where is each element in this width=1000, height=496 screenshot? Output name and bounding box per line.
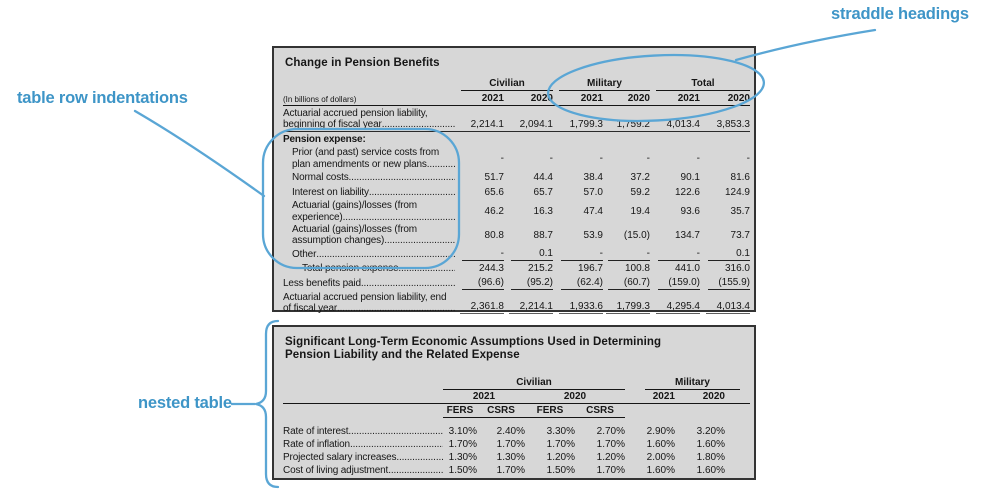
value-cell: 1,933.6	[553, 301, 603, 314]
row-label: Projected salary increases	[283, 452, 397, 463]
value-cell: 3.30%	[546, 426, 575, 437]
pension-benefits-table	[272, 46, 756, 312]
row-label: Pension expense:	[283, 133, 366, 145]
value-cell: (15.0)	[623, 229, 650, 241]
year-header-row	[283, 390, 750, 404]
value-cell: 134.7	[674, 229, 700, 241]
value-cell: 37.2	[630, 172, 650, 184]
table-row	[283, 185, 750, 200]
table-row	[283, 291, 750, 315]
value-cell: 1.20%	[596, 452, 625, 463]
value-cell: 1.70%	[496, 465, 525, 476]
pension-table-body	[283, 107, 750, 315]
value-cell: 19.4	[630, 205, 650, 217]
value-cell: 73.7	[730, 229, 750, 241]
year-header: 2021	[472, 391, 496, 402]
table-row	[283, 451, 750, 464]
group-header-civilian: Civilian	[461, 78, 553, 91]
value-cell: 244.3	[478, 263, 504, 275]
value-cell: 1,799.3	[569, 118, 603, 130]
assumptions-table	[272, 325, 756, 480]
year-header: 2020	[530, 93, 553, 104]
value-cell: (60.7)	[603, 277, 650, 290]
value-cell: -	[696, 153, 700, 164]
plan-header-fers: FERS	[446, 405, 474, 416]
table-row	[283, 171, 750, 186]
group-header-total: Total	[656, 78, 750, 91]
plan-header-csrs: CSRS	[487, 405, 515, 416]
year-header: 2021	[481, 93, 504, 104]
value-cell: 100.8	[624, 263, 650, 275]
group-header-military: Military	[559, 78, 650, 91]
group-header-row	[283, 78, 750, 91]
year-header: 2021	[580, 93, 603, 104]
value-cell: 124.9	[724, 186, 750, 198]
row-label: Cost of living adjustment	[283, 465, 389, 476]
row-label: Total pension expense	[302, 263, 399, 275]
value-cell: (155.9)	[700, 277, 750, 290]
value-cell: 44.4	[533, 172, 553, 184]
value-cell: 1.70%	[448, 439, 477, 450]
row-indentations-pointer-line	[135, 111, 264, 196]
row-label: Actuarial (gains)/losses (from experience)	[292, 200, 417, 223]
value-cell: -	[746, 153, 750, 164]
row-label: Less benefits paid	[283, 278, 361, 290]
year-header: 2021	[652, 391, 675, 402]
value-cell: 1.70%	[496, 439, 525, 450]
value-cell: (96.6)	[455, 277, 504, 290]
table-row	[283, 438, 750, 451]
value-cell: 57.0	[583, 186, 603, 198]
value-cell: 1.60%	[696, 465, 725, 476]
value-cell: 80.8	[484, 229, 504, 241]
value-cell: 316.0	[724, 263, 750, 275]
value-cell: 1.60%	[696, 439, 725, 450]
value-cell: 1,799.3	[603, 301, 650, 314]
value-cell: 90.1	[680, 172, 700, 184]
nested-table-label: nested table	[138, 394, 232, 412]
table-row-indentations-label: table row indentations	[17, 89, 188, 107]
assumptions-table-body	[283, 425, 750, 477]
value-cell: 3.10%	[448, 426, 477, 437]
value-cell: 122.6	[674, 186, 700, 198]
value-cell: 65.7	[533, 186, 553, 198]
value-cell: -	[455, 248, 504, 261]
value-cell: 47.4	[583, 205, 603, 217]
value-cell: 1.50%	[546, 465, 575, 476]
value-cell: 0.1	[504, 248, 553, 261]
value-cell: 3,853.3	[716, 118, 750, 130]
value-cell: 215.2	[527, 263, 553, 275]
value-cell: 53.9	[583, 229, 603, 241]
value-cell: -	[553, 248, 603, 261]
table-row	[283, 262, 750, 277]
value-cell: 2,214.1	[470, 118, 504, 130]
table-row	[283, 200, 750, 224]
straddle-headings-label: straddle headings	[831, 5, 969, 23]
value-cell: 1.60%	[646, 439, 675, 450]
table-row	[283, 107, 750, 132]
value-cell: 4,013.4	[700, 301, 750, 314]
table-row	[283, 223, 750, 247]
unit-note: (In billions of dollars)	[283, 95, 357, 104]
value-cell: 2.40%	[496, 426, 525, 437]
row-label: Actuarial accrued pension liability, end of fiscal year	[283, 291, 447, 314]
value-cell: 1.30%	[448, 452, 477, 463]
value-cell: 59.2	[630, 186, 650, 198]
table-row	[283, 276, 750, 291]
value-cell: 35.7	[730, 205, 750, 217]
value-cell: 1.20%	[546, 452, 575, 463]
value-cell: 38.4	[583, 172, 603, 184]
value-cell: 88.7	[533, 229, 553, 241]
table-row	[283, 425, 750, 438]
value-cell: 2,361.8	[455, 301, 504, 314]
value-cell: 93.6	[680, 205, 700, 217]
year-header: 2020	[702, 391, 725, 402]
year-header: 2020	[727, 93, 750, 104]
value-cell: -	[599, 153, 603, 164]
table-row	[283, 464, 750, 477]
header-body-spacer	[283, 418, 750, 425]
row-label: Prior (and past) service costs from plan amendments or new plans	[292, 147, 440, 170]
row-label: Actuarial (gains)/losses (from assumption changes)	[292, 224, 417, 247]
year-header-row	[283, 91, 750, 106]
row-label: Normal costs	[292, 172, 349, 184]
value-cell: 1.70%	[596, 439, 625, 450]
value-cell: 441.0	[674, 263, 700, 275]
value-cell: 16.3	[533, 205, 553, 217]
value-cell: 1.70%	[596, 465, 625, 476]
value-cell: 4,295.4	[650, 301, 700, 314]
table-row	[283, 247, 750, 262]
row-label: Actuarial accrued pension liability, beginning of fiscal year	[283, 107, 428, 130]
value-cell: (95.2)	[504, 277, 553, 290]
table-row	[283, 132, 750, 147]
row-label: Rate of interest	[283, 426, 349, 437]
value-cell: (159.0)	[650, 277, 700, 290]
row-label: Interest on liability	[292, 186, 369, 198]
value-cell: -	[650, 248, 700, 261]
value-cell: 1.30%	[496, 452, 525, 463]
year-header: 2020	[627, 93, 650, 104]
value-cell: -	[500, 153, 504, 164]
value-cell: 1.60%	[646, 465, 675, 476]
plan-header-fers: FERS	[536, 405, 564, 416]
straddle-headings-pointer-line	[736, 30, 875, 60]
value-cell: 2.90%	[646, 426, 675, 437]
value-cell: 51.7	[484, 172, 504, 184]
row-label: Rate of inflation	[283, 439, 350, 450]
value-cell: 1.50%	[448, 465, 477, 476]
value-cell: 2,094.1	[519, 118, 553, 130]
value-cell: 2.70%	[596, 426, 625, 437]
value-cell: 1.70%	[546, 439, 575, 450]
group-header-civilian: Civilian	[443, 377, 625, 390]
year-header: 2021	[677, 93, 700, 104]
plan-header-row	[283, 404, 750, 418]
value-cell: (62.4)	[553, 277, 603, 290]
value-cell: -	[646, 153, 650, 164]
assumptions-table-title: Significant Long-Term Economic Assumptions Used in Determining Pension Liability and the Related Expense	[285, 336, 662, 361]
value-cell: 2,214.1	[504, 301, 553, 314]
row-label: Other	[292, 248, 317, 260]
value-cell: 46.2	[484, 205, 504, 217]
value-cell: 4,013.4	[666, 118, 700, 130]
value-cell: 0.1	[700, 248, 750, 261]
value-cell: 2.00%	[646, 452, 675, 463]
group-header-military: Military	[645, 377, 740, 390]
value-cell: 65.6	[484, 186, 504, 198]
year-header: 2020	[563, 391, 587, 402]
plan-header-csrs: CSRS	[586, 405, 614, 416]
value-cell: 1.80%	[696, 452, 725, 463]
value-cell: 3.20%	[696, 426, 725, 437]
value-cell: -	[603, 248, 650, 261]
value-cell: 81.6	[730, 172, 750, 184]
value-cell: 196.7	[577, 263, 603, 275]
table-row	[283, 147, 750, 171]
plan-headers	[443, 405, 625, 418]
value-cell: -	[549, 153, 553, 164]
pension-table-title: Change in Pension Benefits	[285, 57, 440, 69]
group-header-row	[283, 377, 750, 390]
value-cell: 1,759.2	[616, 118, 650, 130]
